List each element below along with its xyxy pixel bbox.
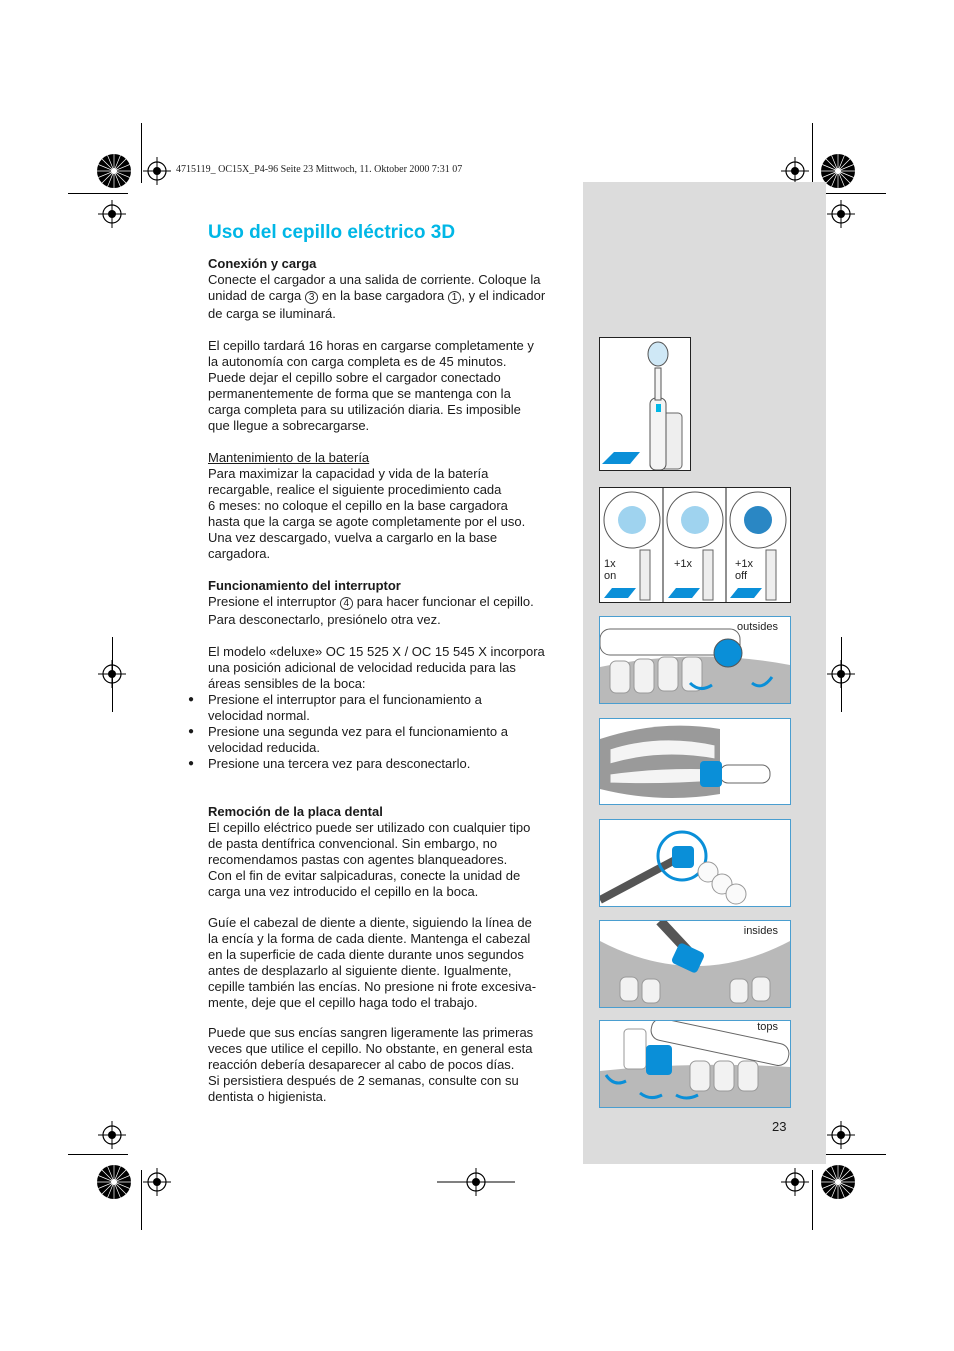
text: unidad de carga	[208, 288, 305, 303]
text: en la base cargadora	[318, 288, 448, 303]
bullet-text: ● Presione el interruptor para el funcionamiento a	[208, 692, 482, 707]
paragraph-line: reacción debería desaparecer al cabo de pocos días.	[208, 1057, 515, 1072]
heading-conexion: Conexión y carga	[208, 256, 317, 271]
bullet-text: velocidad reducida.	[208, 740, 321, 755]
paragraph-line: la encía y la forma de cada diente. Mantenga el cabezal	[208, 931, 531, 946]
paragraph-line: recargable, realice el siguiente procedimiento cada	[208, 482, 502, 497]
conexion-line-2	[208, 288, 568, 306]
mouth-illustration	[600, 719, 790, 804]
paragraph-line: cepille también las encías. No presione ni frote excesiva-	[208, 979, 537, 994]
step-top: +1x	[735, 558, 754, 570]
outsides-label: outsides	[737, 621, 778, 633]
text: , y el indicador	[461, 288, 546, 303]
list-item	[208, 756, 568, 772]
insides-label: insides	[743, 925, 778, 937]
step-top: 1x	[604, 558, 616, 570]
step-top: +1x	[674, 558, 693, 570]
paragraph-line: carga completa para su utilización diaria. Es imposible	[208, 402, 521, 417]
conexion-line-3: de carga se iluminará.	[208, 306, 336, 321]
figure-brushing-tooth	[599, 819, 791, 907]
paragraph-line: Si persistiera después de 2 semanas, consulte con su	[208, 1073, 519, 1088]
heading-placa: Remoción de la placa dental	[208, 804, 383, 819]
interruptor-line-1	[208, 594, 568, 612]
heading-interruptor: Funcionamiento del interruptor	[208, 578, 401, 593]
figure-charger	[599, 337, 691, 471]
paragraph-line: Para desconectarlo, presiónelo otra vez.	[208, 612, 441, 627]
figure-outsides	[599, 616, 791, 704]
paragraph-line: cargadora.	[208, 546, 271, 561]
paragraph-line: de pasta dentífrica convencional. Sin embargo, no	[208, 836, 498, 851]
paragraph-line: la autonomía con carga completa es de 45 minutos.	[208, 354, 507, 369]
paragraph-line: 6 meses: no coloque el cepillo en la base cargadora	[208, 498, 508, 513]
step-bottom: on	[604, 570, 617, 582]
paragraph-line: veces que utilice el cepillo. No obstante, en general esta	[208, 1041, 533, 1056]
brushing-tooth-illustration	[600, 820, 790, 906]
paragraph-line: en la superficie de cada diente durante unos segundos	[208, 947, 524, 962]
paragraph-line: hasta que la carga se agote completamente por el uso.	[208, 514, 526, 529]
bullet-text: ● Presione una segunda vez para el funcionamiento a	[208, 724, 508, 739]
switch-step-2-label	[674, 558, 692, 570]
switch-step-1-label	[604, 558, 616, 582]
page-title: Uso del cepillo eléctrico 3D	[208, 222, 456, 243]
paragraph-line: Con el fin de evitar salpicaduras, conecte la unidad de	[208, 868, 521, 883]
paragraph-line: El modelo «deluxe» OC 15 525 X / OC 15 545 X incorpora	[208, 644, 545, 659]
ref-number: 3	[305, 291, 319, 304]
paragraph-line: carga una vez introducido el cepillo en la boca.	[208, 884, 479, 899]
switch-step-3-label	[735, 558, 753, 582]
paragraph-line: El cepillo tardará 16 horas en cargarse completamente y	[208, 338, 534, 353]
paragraph-line: Una vez descargado, vuelva a cargarlo en la base	[208, 530, 498, 545]
paragraph-line: Puede dejar el cepillo sobre el cargador conectado	[208, 370, 501, 385]
paragraph-line: una posición adicional de velocidad reducida para las	[208, 660, 516, 675]
charger-illustration	[600, 338, 690, 470]
paragraph-line: antes de desplazarlo al siguiente diente. Igualmente,	[208, 963, 512, 978]
speed-bullet-list	[208, 692, 568, 772]
paragraph-line: El cepillo eléctrico puede ser utilizado con cualquier tipo	[208, 820, 531, 835]
step-bottom: off	[735, 570, 748, 582]
ref-number: 1	[448, 291, 462, 304]
paragraph-line: que llegue a sobrecargarse.	[208, 418, 370, 433]
figure-insides	[599, 920, 791, 1008]
tops-illustration	[600, 1021, 790, 1107]
conexion-line-1: Conecte el cargador a una salida de corriente. Coloque la	[208, 272, 541, 287]
figure-switch-steps	[599, 487, 791, 603]
bullet-text: ● Presione una tercera vez para desconectarlo.	[208, 756, 471, 771]
paragraph-line: recomendamos pastas con agentes blanqueadores.	[208, 852, 508, 867]
figure-tops	[599, 1020, 791, 1108]
ref-number: 4	[340, 597, 354, 610]
paragraph-line: dentista o higienista.	[208, 1089, 327, 1104]
tops-label: tops	[757, 1021, 778, 1033]
list-item	[208, 692, 568, 724]
bullet-text: velocidad normal.	[208, 708, 310, 723]
text: para hacer funcionar el cepillo.	[353, 594, 534, 609]
list-item	[208, 724, 568, 756]
paragraph-line: Guíe el cabezal de diente a diente, siguiendo la línea de	[208, 915, 532, 930]
page-number: 23	[772, 1119, 787, 1134]
print-header: 4715119_ OC15X_P4-96 Seite 23 Mittwoch, 11. Oktober 2000 7:31 07	[176, 164, 463, 175]
section-conexion	[208, 256, 568, 1105]
heading-bateria: Mantenimiento de la batería	[208, 450, 370, 465]
paragraph-line: Puede que sus encías sangren ligeramente las primeras	[208, 1025, 534, 1040]
paragraph-line: Para maximizar la capacidad y vida de la batería	[208, 466, 489, 481]
paragraph-line: áreas sensibles de la boca:	[208, 676, 366, 691]
paragraph-line: permanentemente de forma que se mantenga con la	[208, 386, 511, 401]
paragraph-line: mente, deje que el cepillo haga todo el trabajo.	[208, 995, 478, 1010]
text: Presione el interruptor	[208, 594, 340, 609]
switch-steps-illustration	[600, 488, 790, 602]
figure-mouth	[599, 718, 791, 805]
